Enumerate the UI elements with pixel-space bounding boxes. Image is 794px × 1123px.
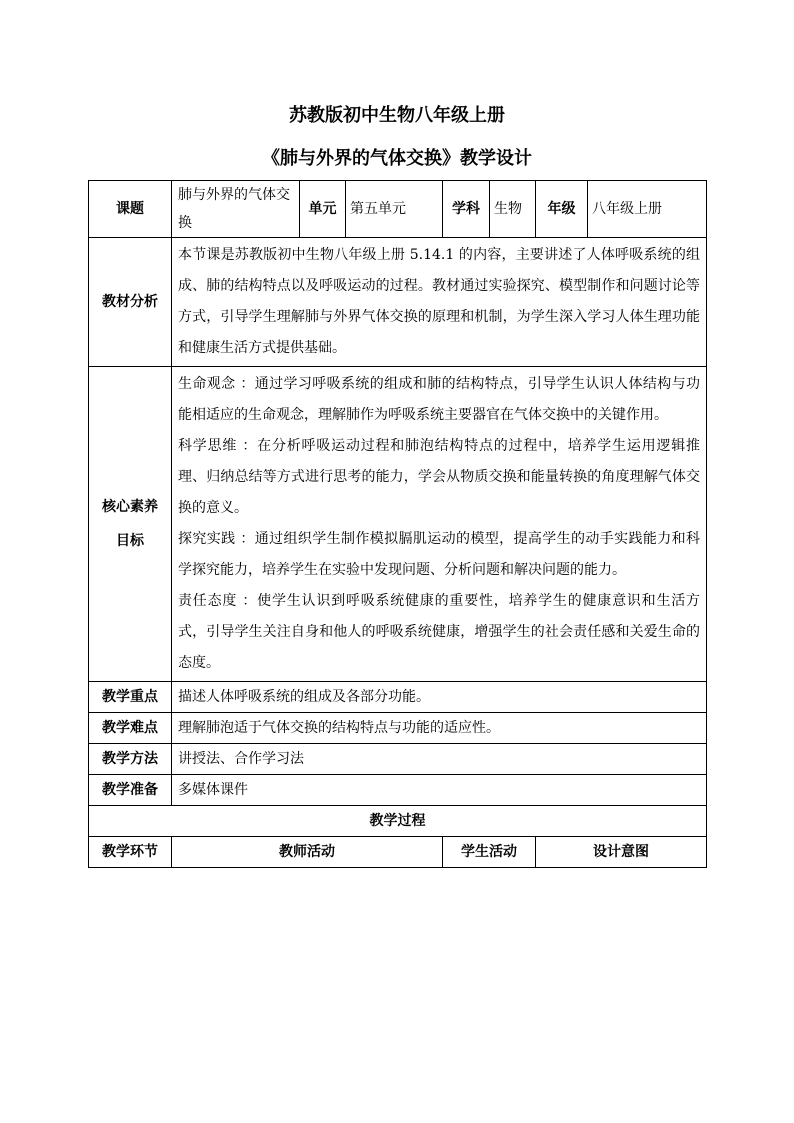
goal-item: 探究实践 ：通过组织学生制作模拟膈肌运动的模型，提高学生的动手实践能力和科学探究能力，培养学生在实验中发现问题、分析问题和解决问题的能力。 [178,531,701,578]
goals-label-line2: 目标 [116,533,144,549]
analysis-paragraph: 本节课是苏教版初中生物八年级上册 5.14.1 的内容，主要讲述了人体呼吸系统的组成、肺的结构特点以及呼吸运动的过程。教材通过实验探究、模型制作和问题讨论等方式，引导学生理解肺与外界气体交换的原理和机制，为学生深入学习人体生理功能和健康生活方式提供基础。 [178,247,701,356]
difficulty-row [89,713,707,744]
goal-item: 科学思维 ：在分析呼吸运动过程和肺泡结构特点的过程中，培养学生运用逻辑推理、归纳总结等方式进行思考的能力，学会从物质交换和能量转换的角度理解气体交换的意义。 [178,438,701,516]
process-columns-row [89,837,707,868]
subject-value: 生物 [490,181,536,238]
goals-text [172,367,707,682]
subject-label: 学科 [443,181,490,238]
column-header-intent: 设计意图 [536,837,707,868]
goals-row [89,367,707,682]
difficulty-text: 理解肺泡适于气体交换的结构特点与功能的适应性。 [172,713,707,744]
key-point-row [89,682,707,713]
analysis-row [89,238,707,367]
topic-label: 课题 [89,181,172,238]
analysis-label: 教材分析 [89,238,172,367]
column-header-stage: 教学环节 [89,837,172,868]
grade-value: 八年级上册 [588,181,707,238]
goal-item: 责任态度 ：使学生认识到呼吸系统健康的重要性，培养学生的健康意识和生活方式，引导学生关注自身和他人的呼吸系统健康，增强学生的社会责任感和关爱生命的态度。 [178,593,701,671]
process-heading-row [89,806,707,837]
lesson-plan-table [88,180,707,868]
column-header-teacher: 教师活动 [172,837,443,868]
document-subtitle: 《肺与外界的气体交换》教学设计 [262,148,532,169]
process-heading: 教学过程 [89,806,707,837]
goal-item: 生命观念 ：通过学习呼吸系统的组成和肺的结构特点，引导学生认识人体结构与功能相适应的生命观念，理解肺作为呼吸系统主要器官在气体交换中的关键作用。 [178,376,701,423]
method-label: 教学方法 [89,744,172,775]
preparation-row [89,775,707,806]
preparation-label: 教学准备 [89,775,172,806]
difficulty-label: 教学难点 [89,713,172,744]
goals-label-line1: 核心素养 [102,499,158,515]
key-point-label: 教学重点 [89,682,172,713]
unit-label: 单元 [300,181,346,238]
preparation-text: 多媒体课件 [172,775,707,806]
grade-label: 年级 [536,181,588,238]
method-text: 讲授法、合作学习法 [172,744,707,775]
info-row [89,181,707,238]
topic-value: 肺与外界的气体交换 [172,181,300,238]
method-row [89,744,707,775]
goals-label [89,367,172,682]
key-point-text: 描述人体呼吸系统的组成及各部分功能。 [172,682,707,713]
unit-value: 第五单元 [346,181,443,238]
document-title: 苏教版初中生物八年级上册 [289,105,505,126]
analysis-text [172,238,707,367]
column-header-student: 学生活动 [443,837,536,868]
